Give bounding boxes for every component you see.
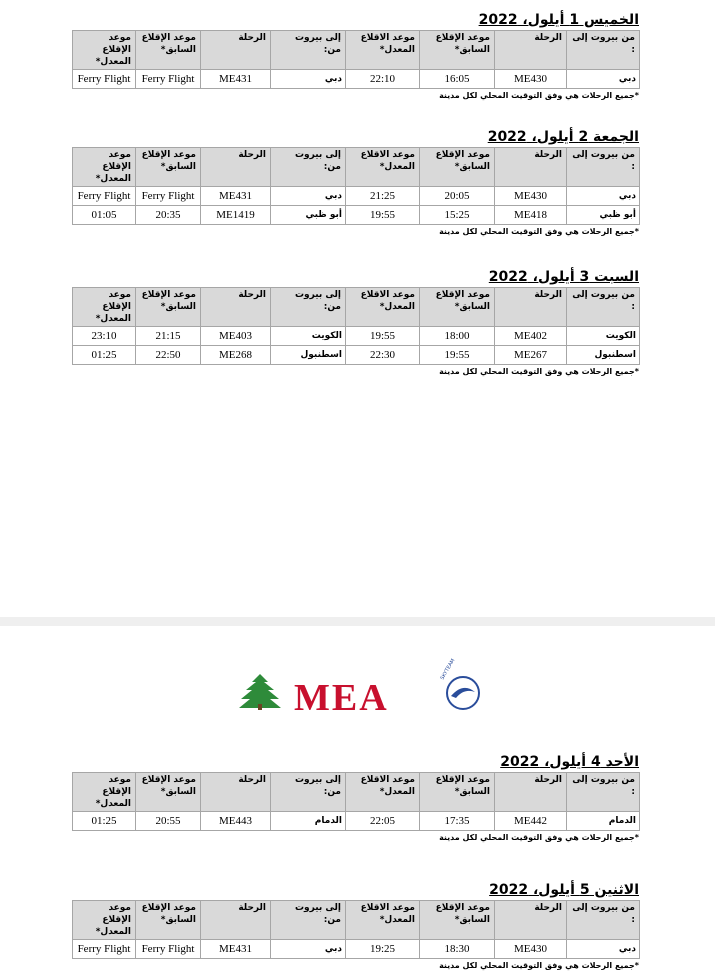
day-section <box>72 880 639 973</box>
column-header: موعد الإقلاع السابق* <box>420 148 495 187</box>
page-separator <box>0 617 715 626</box>
column-header: إلى بيروت من: <box>271 901 346 940</box>
column-header: موعد الإقلاع السابق* <box>420 773 495 812</box>
cell-out-new: 19:55 <box>346 327 420 346</box>
day-title: الأحد 4 أيلول، 2022 <box>500 754 639 770</box>
cell-out-flight: ME430 <box>495 187 567 206</box>
cell-out-prev: 18:00 <box>420 327 495 346</box>
column-header: من بيروت إلى : <box>567 148 640 187</box>
table-row <box>73 327 640 346</box>
column-header: موعد الإقلاع السابق* <box>136 773 201 812</box>
flights-table <box>72 900 640 959</box>
column-header: من بيروت إلى : <box>567 31 640 70</box>
cell-from: الدمام <box>271 812 346 831</box>
column-header: الرحلة <box>201 148 271 187</box>
flights-table <box>72 287 640 365</box>
cell-to: دبي <box>567 940 640 959</box>
cell-in-new: 01:25 <box>73 346 136 365</box>
column-header: الرحلة <box>495 288 567 327</box>
table-row <box>73 812 640 831</box>
cell-out-prev: 17:35 <box>420 812 495 831</box>
cell-in-new: 01:05 <box>73 206 136 225</box>
cell-in-new: Ferry Flight <box>73 940 136 959</box>
column-header: الرحلة <box>495 31 567 70</box>
cell-to: الكويت <box>567 327 640 346</box>
column-header: من بيروت إلى : <box>567 288 640 327</box>
column-header: الرحلة <box>495 773 567 812</box>
cell-in-new: 23:10 <box>73 327 136 346</box>
column-header: موعد الاقلاع المعدل* <box>346 288 420 327</box>
column-header: إلى بيروت من: <box>271 31 346 70</box>
cell-in-new: Ferry Flight <box>73 70 136 89</box>
cell-in-prev: Ferry Flight <box>136 187 201 206</box>
cell-in-flight: ME431 <box>201 940 271 959</box>
cell-out-prev: 16:05 <box>420 70 495 89</box>
column-header: موعد الإقلاع السابق* <box>136 148 201 187</box>
day-section <box>72 752 639 845</box>
table-row <box>73 187 640 206</box>
cell-out-flight: ME430 <box>495 70 567 89</box>
cell-out-flight: ME267 <box>495 346 567 365</box>
cell-to: أبو ظبي <box>567 206 640 225</box>
column-header: موعد الإقلاع السابق* <box>420 288 495 327</box>
day-section <box>72 267 639 379</box>
cell-in-prev: 20:55 <box>136 812 201 831</box>
skyteam-icon <box>440 658 479 709</box>
cell-out-flight: ME418 <box>495 206 567 225</box>
cell-out-prev: 18:30 <box>420 940 495 959</box>
timezone-note: *جميع الرحلات هي وفق التوقيت المحلي لكل مدينة <box>439 367 639 376</box>
column-header: الرحلة <box>201 773 271 812</box>
cell-in-flight: ME403 <box>201 327 271 346</box>
cell-in-new: 01:25 <box>73 812 136 831</box>
timezone-note: *جميع الرحلات هي وفق التوقيت المحلي لكل مدينة <box>439 227 639 236</box>
cell-from: اسطنبول <box>271 346 346 365</box>
table-row <box>73 346 640 365</box>
mea-logo <box>238 657 483 719</box>
column-header: موعد الإقلاع السابق* <box>136 288 201 327</box>
cell-out-prev: 19:55 <box>420 346 495 365</box>
column-header: إلى بيروت من: <box>271 148 346 187</box>
header-row <box>73 148 640 187</box>
timezone-note: *جميع الرحلات هي وفق التوقيت المحلي لكل مدينة <box>439 961 639 970</box>
cell-from: أبو ظبي <box>271 206 346 225</box>
header-row <box>73 773 640 812</box>
column-header: موعد الإقلاع السابق* <box>420 901 495 940</box>
cell-in-prev: Ferry Flight <box>136 70 201 89</box>
column-header: موعد الإقلاع المعدل* <box>73 773 136 812</box>
cell-out-prev: 15:25 <box>420 206 495 225</box>
column-header: موعد الاقلاع المعدل* <box>346 148 420 187</box>
day-title: الجمعة 2 أيلول، 2022 <box>487 129 639 145</box>
column-header: موعد الاقلاع المعدل* <box>346 773 420 812</box>
cell-from: الكويت <box>271 327 346 346</box>
table-row <box>73 70 640 89</box>
column-header: موعد الإقلاع السابق* <box>136 31 201 70</box>
day-title: الاثنين 5 أيلول، 2022 <box>489 882 639 898</box>
cell-in-flight: ME431 <box>201 187 271 206</box>
cell-to: دبي <box>567 70 640 89</box>
column-header: الرحلة <box>495 901 567 940</box>
flights-table <box>72 30 640 89</box>
day-section <box>72 10 639 103</box>
cell-from: دبي <box>271 187 346 206</box>
cell-in-flight: ME268 <box>201 346 271 365</box>
timezone-note: *جميع الرحلات هي وفق التوقيت المحلي لكل مدينة <box>439 833 639 842</box>
column-header: موعد الإقلاع المعدل* <box>73 288 136 327</box>
cell-in-new: Ferry Flight <box>73 187 136 206</box>
column-header: من بيروت إلى : <box>567 901 640 940</box>
table-row <box>73 940 640 959</box>
cell-to: الدمام <box>567 812 640 831</box>
mea-wordmark: MEA <box>294 677 389 719</box>
column-header: الرحلة <box>495 148 567 187</box>
column-header: الرحلة <box>201 31 271 70</box>
table-row <box>73 206 640 225</box>
cell-from: دبي <box>271 70 346 89</box>
column-header: إلى بيروت من: <box>271 288 346 327</box>
day-title: السبت 3 أيلول، 2022 <box>488 269 639 285</box>
cell-to: دبي <box>567 187 640 206</box>
cell-from: دبي <box>271 940 346 959</box>
cell-in-flight: ME443 <box>201 812 271 831</box>
cell-in-flight: ME1419 <box>201 206 271 225</box>
flights-table <box>72 772 640 831</box>
header-row <box>73 901 640 940</box>
header-row <box>73 31 640 70</box>
column-header: إلى بيروت من: <box>271 773 346 812</box>
cell-out-new: 19:55 <box>346 206 420 225</box>
day-title: الخميس 1 أيلول، 2022 <box>478 12 639 28</box>
column-header: الرحلة <box>201 901 271 940</box>
column-header: موعد الإقلاع السابق* <box>136 901 201 940</box>
cell-out-flight: ME402 <box>495 327 567 346</box>
cell-out-new: 22:30 <box>346 346 420 365</box>
column-header: موعد الاقلاع المعدل* <box>346 31 420 70</box>
column-header: من بيروت إلى : <box>567 773 640 812</box>
cell-in-flight: ME431 <box>201 70 271 89</box>
cell-in-prev: 22:50 <box>136 346 201 365</box>
cell-out-new: 22:10 <box>346 70 420 89</box>
column-header: موعد الاقلاع المعدل* <box>346 901 420 940</box>
cell-to: اسطنبول <box>567 346 640 365</box>
column-header: موعد الإقلاع المعدل* <box>73 148 136 187</box>
cell-out-new: 19:25 <box>346 940 420 959</box>
column-header: موعد الإقلاع السابق* <box>420 31 495 70</box>
column-header: موعد الإقلاع المعدل* <box>73 901 136 940</box>
cell-in-prev: 20:35 <box>136 206 201 225</box>
cell-out-flight: ME442 <box>495 812 567 831</box>
flights-table <box>72 147 640 225</box>
cell-out-prev: 20:05 <box>420 187 495 206</box>
skyteam-label: SKYTEAM <box>439 657 457 681</box>
header-row <box>73 288 640 327</box>
timezone-note: *جميع الرحلات هي وفق التوقيت المحلي لكل مدينة <box>439 91 639 100</box>
cedar-icon <box>239 674 281 710</box>
column-header: الرحلة <box>201 288 271 327</box>
cell-out-flight: ME430 <box>495 940 567 959</box>
cell-in-prev: 21:15 <box>136 327 201 346</box>
cell-out-new: 21:25 <box>346 187 420 206</box>
cell-out-new: 22:05 <box>346 812 420 831</box>
day-section <box>72 127 639 239</box>
cell-in-prev: Ferry Flight <box>136 940 201 959</box>
column-header: موعد الإقلاع المعدل* <box>73 31 136 70</box>
